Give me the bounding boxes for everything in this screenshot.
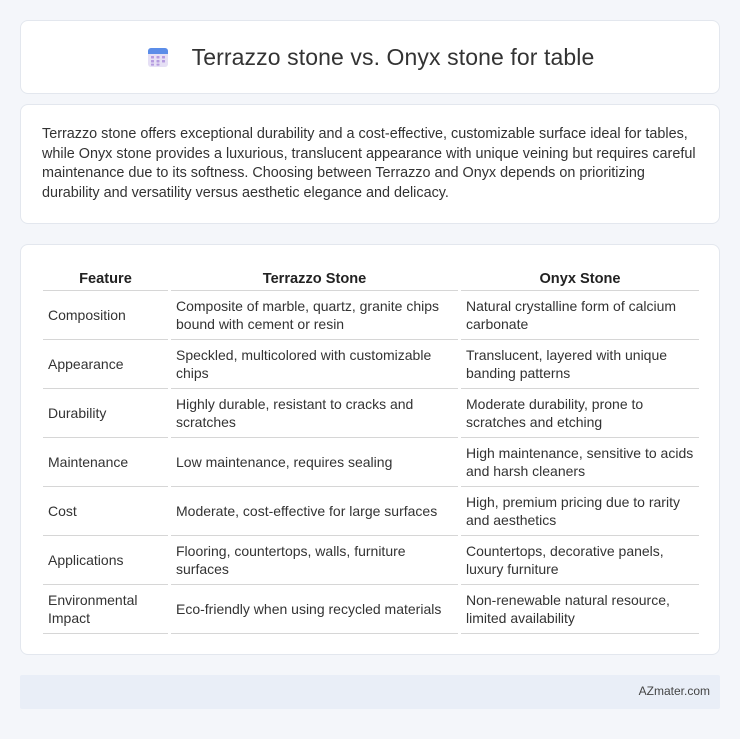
row-terrazzo: Eco-friendly when using recycled materials [171, 585, 458, 634]
row-terrazzo: Flooring, countertops, walls, furniture surfaces [171, 536, 458, 585]
row-onyx: Translucent, layered with unique banding patterns [461, 340, 699, 389]
row-feature: Durability [43, 389, 168, 438]
comparison-card [20, 244, 720, 655]
row-onyx: Non-renewable natural resource, limited availability [461, 585, 699, 634]
table-row [43, 340, 699, 389]
summary-card [20, 104, 720, 224]
row-feature: Composition [43, 291, 168, 340]
title-card [20, 20, 720, 94]
row-onyx: Moderate durability, prone to scratches and etching [461, 389, 699, 438]
row-terrazzo: Composite of marble, quartz, granite chips bound with cement or resin [171, 291, 458, 340]
header-onyx: Onyx Stone [461, 265, 699, 291]
calendar-icon [146, 45, 170, 69]
row-terrazzo: Low maintenance, requires sealing [171, 438, 458, 487]
comparison-table [40, 265, 702, 634]
row-onyx: High, premium pricing due to rarity and aesthetics [461, 487, 699, 536]
footer-bar [20, 675, 720, 709]
row-feature: Appearance [43, 340, 168, 389]
table-row [43, 389, 699, 438]
row-feature: Environmental Impact [43, 585, 168, 634]
table-row [43, 438, 699, 487]
footer-brand[interactable]: AZmater.com [638, 684, 710, 698]
row-feature: Applications [43, 536, 168, 585]
table-row [43, 585, 699, 634]
row-feature: Cost [43, 487, 168, 536]
row-onyx: High maintenance, sensitive to acids and harsh cleaners [461, 438, 699, 487]
row-onyx: Countertops, decorative panels, luxury furniture [461, 536, 699, 585]
page-title: Terrazzo stone vs. Onyx stone for table [191, 43, 595, 70]
row-feature: Maintenance [43, 438, 168, 487]
table-row [43, 291, 699, 340]
summary-text: Terrazzo stone offers exceptional durability and a cost-effective, customizable surface ideal for tables, while Onyx stone provides a luxurious, translucent appearance with unique veining but requires careful maintenance due to its softness. Choosing between Terrazzo and Onyx depends on prioritizing durability and versatility versus aesthetic elegance and delicacy. [42, 126, 696, 201]
table-row [43, 487, 699, 536]
row-onyx: Natural crystalline form of calcium carbonate [461, 291, 699, 340]
header-terrazzo: Terrazzo Stone [171, 265, 458, 291]
row-terrazzo: Moderate, cost-effective for large surfaces [171, 487, 458, 536]
header-feature: Feature [43, 265, 168, 291]
table-header-row [43, 265, 699, 291]
row-terrazzo: Highly durable, resistant to cracks and scratches [171, 389, 458, 438]
table-row [43, 536, 699, 585]
row-terrazzo: Speckled, multicolored with customizable chips [171, 340, 458, 389]
